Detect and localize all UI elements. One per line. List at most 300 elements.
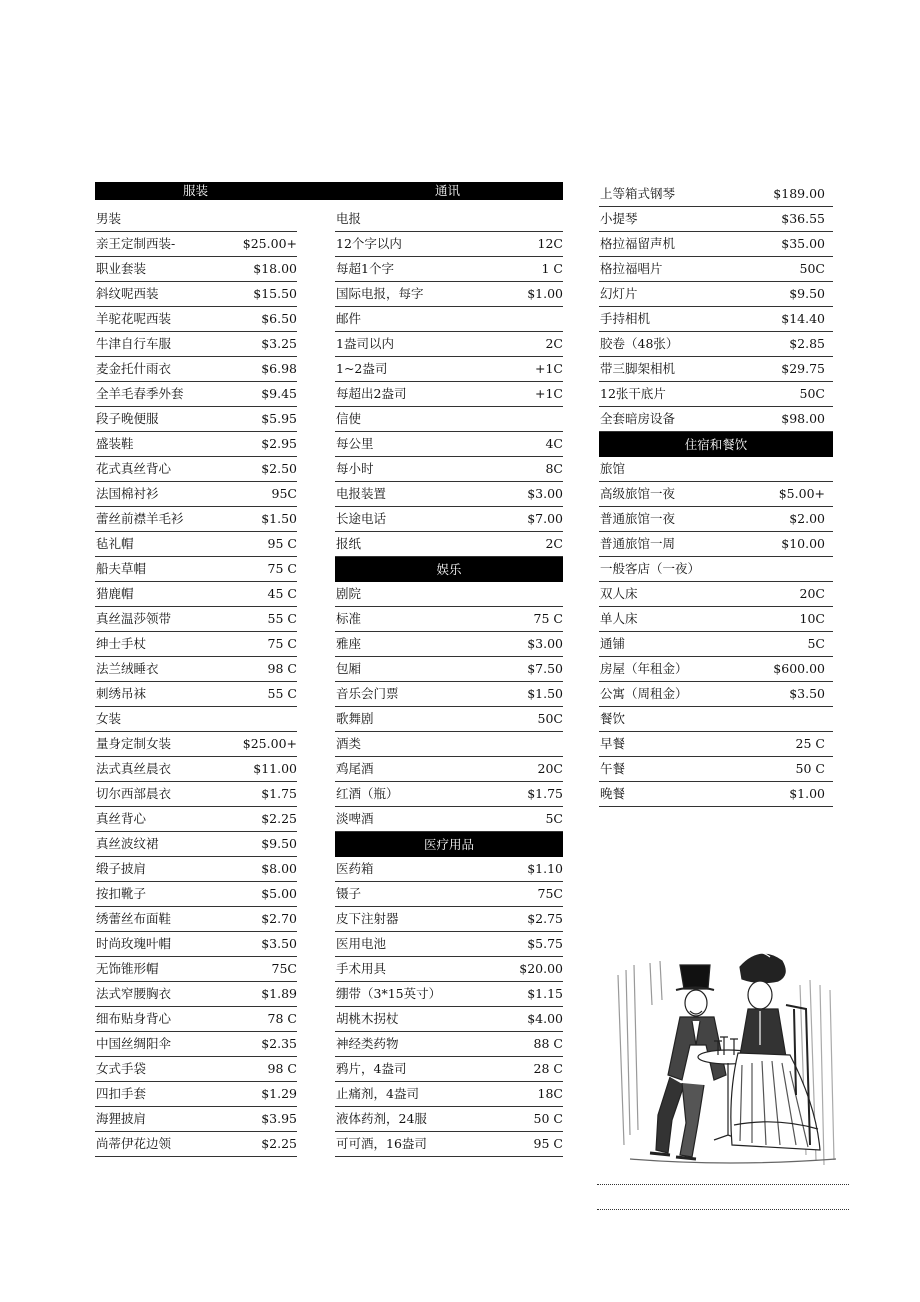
list-item bbox=[599, 232, 833, 257]
item-name: 全套暗房设备 bbox=[600, 411, 676, 426]
item-name: 真丝背心 bbox=[96, 811, 147, 826]
list-item bbox=[95, 382, 297, 407]
list-item bbox=[95, 782, 297, 807]
list-item bbox=[335, 482, 563, 507]
item-name: 尚蒂伊花边领 bbox=[96, 1136, 172, 1151]
item-name: 通铺 bbox=[600, 636, 626, 651]
item-price: $1.89 bbox=[261, 986, 297, 1001]
item-name: 12张干底片 bbox=[600, 386, 666, 401]
item-price: $2.75 bbox=[527, 911, 563, 926]
item-name: 信使 bbox=[336, 411, 362, 426]
item-name: 餐饮 bbox=[600, 711, 626, 726]
list-item bbox=[599, 632, 833, 657]
item-name: 神经类药物 bbox=[336, 1036, 399, 1051]
header-communication: 通讯 bbox=[435, 183, 461, 198]
list-item bbox=[599, 657, 833, 682]
item-name: 幻灯片 bbox=[600, 286, 638, 301]
list-item bbox=[335, 1032, 563, 1057]
victorian-couple-illustration bbox=[610, 945, 846, 1177]
list-item bbox=[95, 882, 297, 907]
item-price: 75C bbox=[537, 886, 563, 901]
list-item bbox=[335, 1132, 563, 1157]
item-name: 手持相机 bbox=[600, 311, 651, 326]
item-price: $7.50 bbox=[527, 661, 563, 676]
header-lodging bbox=[599, 432, 833, 457]
list-item bbox=[599, 582, 833, 607]
item-name: 止痛剂，4盎司 bbox=[336, 1086, 419, 1101]
item-name: 法国棉衬衫 bbox=[96, 486, 159, 501]
item-price: $1.00 bbox=[527, 286, 563, 301]
item-name: 国际电报，每字 bbox=[336, 286, 424, 301]
list-item bbox=[599, 282, 833, 307]
item-price: 10C bbox=[799, 611, 825, 626]
item-name: 医用电池 bbox=[336, 936, 387, 951]
list-item bbox=[335, 357, 563, 382]
list-item bbox=[335, 1107, 563, 1132]
list-item bbox=[335, 657, 563, 682]
list-item bbox=[95, 682, 297, 707]
item-name: 公寓（周租金） bbox=[600, 686, 688, 701]
item-price: $2.25 bbox=[261, 1136, 297, 1151]
item-price: $8.00 bbox=[261, 861, 297, 876]
item-price: 75 C bbox=[267, 561, 297, 576]
list-item bbox=[599, 307, 833, 332]
list-item bbox=[335, 282, 563, 307]
list-item bbox=[95, 657, 297, 682]
item-name: 一般客店（一夜） bbox=[600, 561, 701, 576]
item-name: 镊子 bbox=[336, 886, 362, 901]
item-price: $18.00 bbox=[253, 261, 297, 276]
list-item bbox=[95, 907, 297, 932]
list-item bbox=[335, 732, 563, 757]
item-name: 12个字以内 bbox=[336, 236, 402, 251]
item-name: 花式真丝背心 bbox=[96, 461, 172, 476]
item-price: 95 C bbox=[533, 1136, 563, 1151]
item-price: $98.00 bbox=[781, 411, 825, 426]
item-price: 50C bbox=[799, 386, 825, 401]
list-item bbox=[599, 457, 833, 482]
item-name: 绅士手杖 bbox=[96, 636, 147, 651]
list-item bbox=[335, 757, 563, 782]
list-item bbox=[335, 982, 563, 1007]
item-name: 长途电话 bbox=[336, 511, 387, 526]
item-price: $2.25 bbox=[261, 811, 297, 826]
list-item bbox=[95, 582, 297, 607]
communication-list bbox=[335, 207, 563, 557]
item-price: 1 C bbox=[541, 261, 563, 276]
list-item bbox=[95, 1132, 297, 1157]
item-price: 50C bbox=[799, 261, 825, 276]
signature-line-2 bbox=[597, 1209, 849, 1210]
list-item bbox=[95, 532, 297, 557]
list-item bbox=[95, 332, 297, 357]
item-price: $4.00 bbox=[527, 1011, 563, 1026]
item-name: 胶卷（48张） bbox=[600, 336, 679, 351]
item-price: $6.98 bbox=[261, 361, 297, 376]
list-item bbox=[335, 332, 563, 357]
list-item bbox=[599, 607, 833, 632]
item-price: $2.85 bbox=[789, 336, 825, 351]
item-price: $20.00 bbox=[519, 961, 563, 976]
item-name: 亲王定制西装- bbox=[96, 236, 176, 251]
item-price: $5.75 bbox=[527, 936, 563, 951]
list-item bbox=[95, 607, 297, 632]
item-name: 法兰绒睡衣 bbox=[96, 661, 159, 676]
item-price: $3.50 bbox=[261, 936, 297, 951]
item-price: $35.00 bbox=[781, 236, 825, 251]
list-item bbox=[95, 407, 297, 432]
list-item bbox=[599, 507, 833, 532]
item-name: 缎子披肩 bbox=[96, 861, 147, 876]
item-name: 午餐 bbox=[600, 761, 626, 776]
header-clothing: 服装 bbox=[183, 183, 209, 198]
list-item bbox=[95, 232, 297, 257]
list-item bbox=[335, 207, 563, 232]
list-item bbox=[95, 357, 297, 382]
item-price: $1.75 bbox=[527, 786, 563, 801]
list-item bbox=[95, 932, 297, 957]
item-price: $10.00 bbox=[781, 536, 825, 551]
item-name: 每小时 bbox=[336, 461, 374, 476]
item-name: 量身定制女装 bbox=[96, 736, 172, 751]
item-price: $15.50 bbox=[253, 286, 297, 301]
medical-list bbox=[335, 857, 563, 1157]
item-price: $7.00 bbox=[527, 511, 563, 526]
item-price: $6.50 bbox=[261, 311, 297, 326]
header-entertainment-label: 娱乐 bbox=[436, 562, 462, 577]
item-name: 报纸 bbox=[336, 536, 362, 551]
item-name: 船夫草帽 bbox=[96, 561, 147, 576]
list-item bbox=[335, 682, 563, 707]
item-price: $3.00 bbox=[527, 636, 563, 651]
item-name: 雅座 bbox=[336, 636, 362, 651]
item-price: $1.15 bbox=[527, 986, 563, 1001]
item-name: 全羊毛春季外套 bbox=[96, 386, 184, 401]
item-price: 50 C bbox=[795, 761, 825, 776]
goods-column bbox=[599, 182, 833, 807]
item-name: 海狸披肩 bbox=[96, 1111, 147, 1126]
item-price: $25.00+ bbox=[242, 236, 297, 251]
list-item bbox=[335, 782, 563, 807]
item-price: $1.29 bbox=[261, 1086, 297, 1101]
item-price: 25 C bbox=[795, 736, 825, 751]
item-name: 无饰锥形帽 bbox=[96, 961, 159, 976]
item-price: 55 C bbox=[267, 686, 297, 701]
item-price: 2C bbox=[545, 336, 563, 351]
item-name: 麦金托什雨衣 bbox=[96, 361, 172, 376]
list-item bbox=[95, 557, 297, 582]
list-item bbox=[95, 307, 297, 332]
item-price: $1.50 bbox=[261, 511, 297, 526]
item-price: $1.50 bbox=[527, 686, 563, 701]
list-item bbox=[599, 207, 833, 232]
item-name: 真丝波纹裙 bbox=[96, 836, 159, 851]
list-item bbox=[335, 457, 563, 482]
item-price: $5.95 bbox=[261, 411, 297, 426]
item-name: 斜纹呢西装 bbox=[96, 286, 159, 301]
item-name: 按扣靴子 bbox=[96, 886, 147, 901]
item-price: 12C bbox=[537, 236, 563, 251]
item-name: 旅馆 bbox=[600, 461, 626, 476]
list-item bbox=[599, 732, 833, 757]
list-item bbox=[335, 882, 563, 907]
header-lodging-label: 住宿和餐饮 bbox=[684, 437, 748, 452]
list-item bbox=[599, 332, 833, 357]
list-item bbox=[95, 282, 297, 307]
item-price: $2.35 bbox=[261, 1036, 297, 1051]
header-bar bbox=[95, 182, 563, 200]
list-item bbox=[335, 1082, 563, 1107]
list-item bbox=[95, 832, 297, 857]
list-item bbox=[335, 257, 563, 282]
list-item bbox=[599, 407, 833, 432]
item-name: 高级旅馆一夜 bbox=[600, 486, 676, 501]
item-name: 液体药剂，24服 bbox=[336, 1111, 427, 1126]
item-name: 皮下注射器 bbox=[336, 911, 399, 926]
item-price: $9.45 bbox=[261, 386, 297, 401]
item-name: 邮件 bbox=[336, 311, 362, 326]
list-item bbox=[95, 432, 297, 457]
item-name: 男装 bbox=[96, 211, 122, 226]
item-price: 98 C bbox=[267, 1061, 297, 1076]
lodging-list bbox=[599, 457, 833, 807]
list-item bbox=[95, 457, 297, 482]
item-name: 普通旅馆一夜 bbox=[600, 511, 676, 526]
list-item bbox=[95, 1007, 297, 1032]
item-price: 50C bbox=[537, 711, 563, 726]
item-price: $1.00 bbox=[789, 786, 825, 801]
item-price: $3.50 bbox=[789, 686, 825, 701]
item-price: 2C bbox=[545, 536, 563, 551]
item-name: 歌舞剧 bbox=[336, 711, 374, 726]
item-price: 20C bbox=[799, 586, 825, 601]
list-item bbox=[95, 1082, 297, 1107]
list-item bbox=[335, 907, 563, 932]
list-item bbox=[95, 1032, 297, 1057]
header-medical-label: 医疗用品 bbox=[423, 837, 474, 852]
item-name: 法式窄腰胸衣 bbox=[96, 986, 172, 1001]
item-name: 细布贴身背心 bbox=[96, 1011, 172, 1026]
item-name: 音乐会门票 bbox=[336, 686, 399, 701]
item-name: 牛津自行车服 bbox=[96, 336, 172, 351]
item-name: 法式真丝晨衣 bbox=[96, 761, 172, 776]
item-name: 盛装鞋 bbox=[96, 436, 134, 451]
list-item bbox=[599, 707, 833, 732]
item-name: 中国丝绸阳伞 bbox=[96, 1036, 172, 1051]
item-name: 切尔西部晨衣 bbox=[96, 786, 172, 801]
item-price: 98 C bbox=[267, 661, 297, 676]
item-name: 电报装置 bbox=[336, 486, 387, 501]
item-price: 95 C bbox=[267, 536, 297, 551]
item-price: 95C bbox=[271, 486, 297, 501]
instruments-list bbox=[599, 182, 833, 432]
item-price: $1.75 bbox=[261, 786, 297, 801]
item-price: $189.00 bbox=[773, 186, 825, 201]
item-name: 职业套装 bbox=[96, 261, 147, 276]
item-price: $2.70 bbox=[261, 911, 297, 926]
item-name: 真丝温莎领带 bbox=[96, 611, 172, 626]
list-item bbox=[599, 757, 833, 782]
list-item bbox=[335, 957, 563, 982]
list-item bbox=[599, 532, 833, 557]
item-name: 蕾丝前襟羊毛衫 bbox=[96, 511, 184, 526]
list-item bbox=[599, 357, 833, 382]
item-name: 酒类 bbox=[336, 736, 362, 751]
item-price: 4C bbox=[545, 436, 563, 451]
item-price: 55 C bbox=[267, 611, 297, 626]
item-name: 女式手袋 bbox=[96, 1061, 147, 1076]
item-price: $2.95 bbox=[261, 436, 297, 451]
item-name: 淡啤酒 bbox=[336, 811, 374, 826]
item-name: 女装 bbox=[96, 711, 122, 726]
list-item bbox=[335, 307, 563, 332]
list-item bbox=[335, 532, 563, 557]
item-name: 上等箱式钢琴 bbox=[600, 186, 676, 201]
item-name: 1盎司以内 bbox=[336, 336, 394, 351]
item-price: 88 C bbox=[533, 1036, 563, 1051]
item-price: $5.00+ bbox=[778, 486, 825, 501]
item-name: 剧院 bbox=[336, 586, 362, 601]
item-price: 5C bbox=[807, 636, 825, 651]
item-price: 18C bbox=[537, 1086, 563, 1101]
list-item bbox=[335, 382, 563, 407]
item-name: 毡礼帽 bbox=[96, 536, 134, 551]
item-name: 单人床 bbox=[600, 611, 638, 626]
item-price: $29.75 bbox=[781, 361, 825, 376]
list-item bbox=[95, 957, 297, 982]
list-item bbox=[335, 632, 563, 657]
item-name: 鸦片，4盎司 bbox=[336, 1061, 407, 1076]
list-item bbox=[599, 257, 833, 282]
item-price: $3.25 bbox=[261, 336, 297, 351]
item-price: $36.55 bbox=[781, 211, 825, 226]
list-item bbox=[335, 1057, 563, 1082]
list-item bbox=[335, 582, 563, 607]
list-item bbox=[95, 482, 297, 507]
item-name: 红酒（瓶） bbox=[336, 786, 399, 801]
item-price: 75 C bbox=[533, 611, 563, 626]
item-name: 羊驼花呢西装 bbox=[96, 311, 172, 326]
item-name: 段子晚便服 bbox=[96, 411, 159, 426]
list-item bbox=[599, 182, 833, 207]
item-price: $9.50 bbox=[261, 836, 297, 851]
item-name: 房屋（年租金） bbox=[600, 661, 688, 676]
list-item bbox=[599, 682, 833, 707]
list-item bbox=[95, 1057, 297, 1082]
item-name: 刺绣吊袜 bbox=[96, 686, 147, 701]
item-price: 28 C bbox=[533, 1061, 563, 1076]
list-item bbox=[95, 507, 297, 532]
signature-line-1 bbox=[597, 1184, 849, 1185]
item-name: 猎鹿帽 bbox=[96, 586, 134, 601]
list-item bbox=[95, 732, 297, 757]
list-item bbox=[335, 607, 563, 632]
list-item bbox=[335, 232, 563, 257]
item-price: $14.40 bbox=[781, 311, 825, 326]
item-name: 医药箱 bbox=[336, 861, 374, 876]
list-item bbox=[599, 782, 833, 807]
list-item bbox=[95, 1107, 297, 1132]
item-name: 手术用具 bbox=[336, 961, 387, 976]
item-price: $1.10 bbox=[527, 861, 563, 876]
item-price: $2.50 bbox=[261, 461, 297, 476]
item-price: $5.00 bbox=[261, 886, 297, 901]
item-name: 胡桃木拐杖 bbox=[336, 1011, 399, 1026]
item-price: $3.95 bbox=[261, 1111, 297, 1126]
item-price: $25.00+ bbox=[242, 736, 297, 751]
item-name: 鸡尾酒 bbox=[336, 761, 374, 776]
clothing-column bbox=[95, 207, 297, 1157]
list-item bbox=[599, 557, 833, 582]
item-name: 普通旅馆一周 bbox=[600, 536, 676, 551]
item-price: +1C bbox=[535, 361, 563, 376]
item-price: 20C bbox=[537, 761, 563, 776]
list-item bbox=[599, 382, 833, 407]
item-price: $2.00 bbox=[789, 511, 825, 526]
list-item bbox=[95, 257, 297, 282]
list-item bbox=[335, 1007, 563, 1032]
list-item bbox=[95, 207, 297, 232]
list-item bbox=[335, 857, 563, 882]
item-name: 包厢 bbox=[336, 661, 362, 676]
list-item bbox=[95, 807, 297, 832]
header-entertainment bbox=[335, 557, 563, 582]
item-price: 45 C bbox=[267, 586, 297, 601]
item-price: $600.00 bbox=[773, 661, 825, 676]
item-name: 格拉福留声机 bbox=[600, 236, 676, 251]
item-name: 每公里 bbox=[336, 436, 374, 451]
item-name: 电报 bbox=[336, 211, 362, 226]
item-price: $3.00 bbox=[527, 486, 563, 501]
services-column bbox=[335, 207, 563, 1157]
list-item bbox=[95, 982, 297, 1007]
list-item bbox=[335, 932, 563, 957]
item-name: 时尚玫瑰叶帽 bbox=[96, 936, 172, 951]
item-name: 带三脚架相机 bbox=[600, 361, 676, 376]
item-price: 5C bbox=[545, 811, 563, 826]
item-name: 早餐 bbox=[600, 736, 626, 751]
item-name: 标准 bbox=[336, 611, 362, 626]
entertainment-list bbox=[335, 582, 563, 832]
item-price: $11.00 bbox=[253, 761, 297, 776]
item-price: 75C bbox=[271, 961, 297, 976]
list-item bbox=[335, 432, 563, 457]
item-name: 每超出2盎司 bbox=[336, 386, 407, 401]
item-name: 四扣手套 bbox=[96, 1086, 147, 1101]
list-item bbox=[335, 507, 563, 532]
item-name: 绷带（3*15英寸） bbox=[336, 986, 442, 1001]
item-price: +1C bbox=[535, 386, 563, 401]
list-item bbox=[335, 707, 563, 732]
item-name: 每超1个字 bbox=[336, 261, 394, 276]
list-item bbox=[95, 707, 297, 732]
item-price: 50 C bbox=[533, 1111, 563, 1126]
list-item bbox=[335, 807, 563, 832]
item-name: 可可酒，16盎司 bbox=[336, 1136, 427, 1151]
list-item bbox=[95, 757, 297, 782]
item-name: 绣蕾丝布面鞋 bbox=[96, 911, 172, 926]
list-item bbox=[335, 407, 563, 432]
item-price: 78 C bbox=[267, 1011, 297, 1026]
item-name: 1~2盎司 bbox=[336, 361, 388, 376]
item-name: 晚餐 bbox=[600, 786, 626, 801]
item-price: 8C bbox=[545, 461, 563, 476]
item-price: 75 C bbox=[267, 636, 297, 651]
item-name: 格拉福唱片 bbox=[600, 261, 663, 276]
list-item bbox=[95, 632, 297, 657]
item-name: 双人床 bbox=[600, 586, 638, 601]
list-item bbox=[599, 482, 833, 507]
